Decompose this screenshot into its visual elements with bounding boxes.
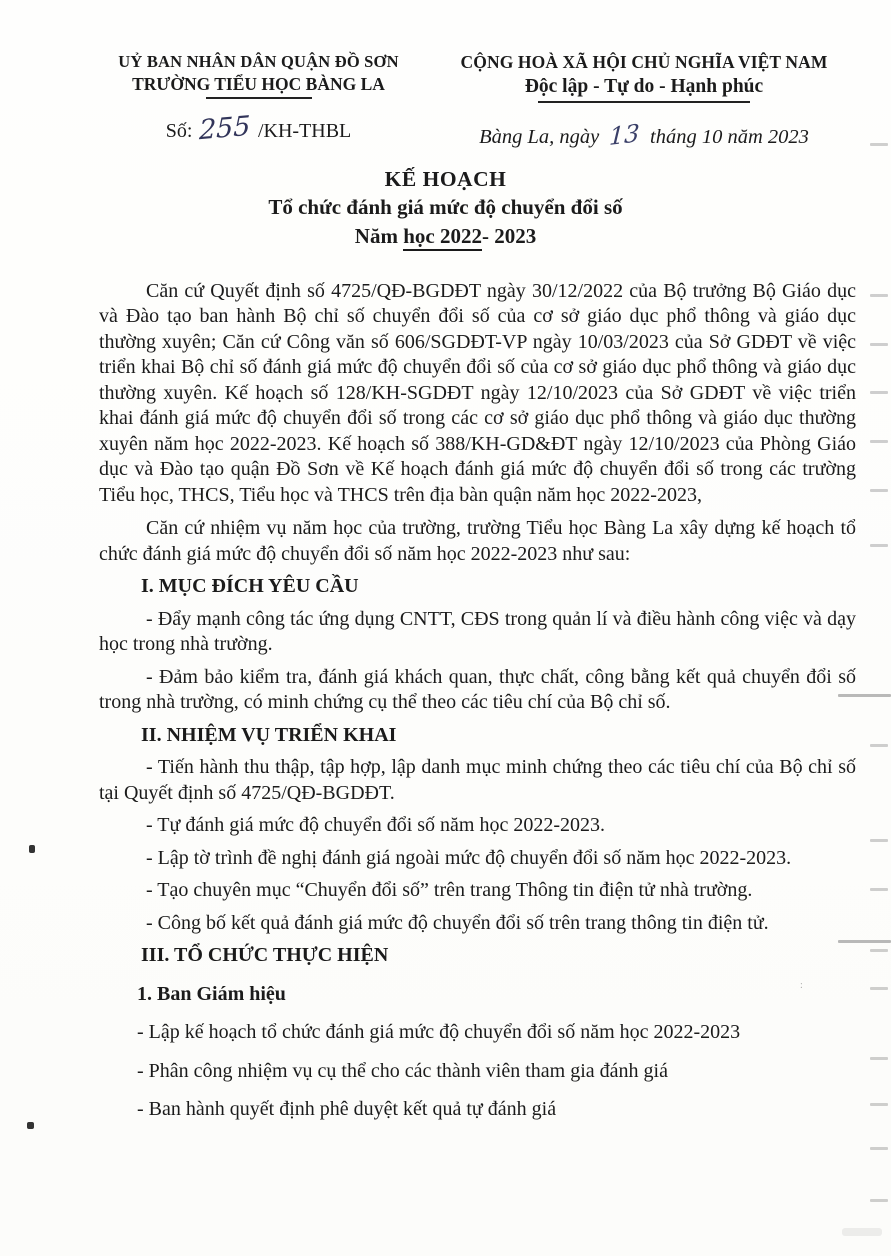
scan-edge-mark xyxy=(870,987,888,990)
authority-name: UỶ BAN NHÂN DÂN QUẬN ĐỒ SƠN xyxy=(118,52,399,71)
school-name-underline xyxy=(206,97,312,99)
bullet-task-2: - Tự đánh giá mức độ chuyển đổi số năm học 2022-2023. xyxy=(146,814,606,837)
national-motto: Độc lập - Tự do - Hạnh phúc xyxy=(524,76,764,97)
list-item-bgh-1: - Lập kế hoạch tổ chức đánh giá mức độ chuyển đổi số năm học 2022-2023 xyxy=(137,1021,741,1044)
scan-edge-mark xyxy=(870,1147,888,1150)
bullet-task-3: - Lập tờ trình đề nghị đánh giá ngoài mức độ chuyển đổi số năm học 2022-2023. xyxy=(146,846,792,869)
heading-section-2: II. NHIỆM VỤ TRIỂN KHAI xyxy=(141,723,397,746)
scan-edge-mark xyxy=(870,1103,888,1106)
scan-edge-mark xyxy=(870,343,888,346)
country-name: CỘNG HOÀ XÃ HỘI CHỦ NGHĨA VIỆT NAM xyxy=(460,52,828,72)
document-header xyxy=(0,0,891,152)
bullet-task-4: - Tạo chuyên mục “Chuyển đổi số” trên trang Thông tin điện tử nhà trường. xyxy=(146,879,753,902)
document-number-prefix: Số: xyxy=(165,120,193,142)
school-year-pre: Năm xyxy=(354,224,404,249)
paragraph-intro: Căn cứ nhiệm vụ năm học của trường, trường Tiểu học Bàng La xây dựng kế hoạch tổ chức đánh giá mức độ chuyển đổi số năm học 2022-2023 như sau: xyxy=(99,517,856,565)
issuing-authority-block xyxy=(86,52,431,149)
scan-edge-mark xyxy=(870,440,888,443)
bullet-purpose-1: - Đẩy mạnh công tác ứng dụng CNTT, CĐS trong quản lí và điều hành công việc và dạy học trong nhà trường. xyxy=(99,607,856,656)
school-year-line xyxy=(0,224,891,249)
bullet-task-1: - Tiến hành thu thập, tập hợp, lập danh mục minh chứng theo các tiêu chí của Bộ chỉ số tại Quyết định số 4725/QĐ-BGDĐT. xyxy=(99,756,856,804)
document-number-suffix: /KH-THBL xyxy=(257,120,352,142)
document-number xyxy=(86,110,431,147)
handwritten-day: 13 xyxy=(608,118,641,152)
scan-edge-mark xyxy=(870,839,888,842)
scan-edge-mark xyxy=(870,489,888,492)
document-title: KẾ HOẠCH xyxy=(384,167,507,191)
scan-dots: : xyxy=(800,980,803,991)
document-subtitle: Tổ chức đánh giá mức độ chuyển đổi số xyxy=(268,195,623,220)
scan-smudge xyxy=(842,1228,882,1236)
document-title-block xyxy=(0,167,891,249)
scan-edge-mark xyxy=(870,294,888,297)
bullet-purpose-2: - Đảm bảo kiểm tra, đánh giá khách quan, thực chất, công bằng kết quả chuyển đổi số trong nhà trường, có minh chứng cụ thể theo các tiêu chí của Bộ chỉ số. xyxy=(99,665,856,714)
school-name: TRƯỜNG TIỂU HỌC BÀNG LA xyxy=(132,74,385,94)
scan-edge-mark xyxy=(870,1199,888,1202)
heading-section-3: III. TỔ CHỨC THỰC HIỆN xyxy=(141,944,389,967)
school-year-post: - 2023 xyxy=(481,224,537,249)
handwritten-document-number: 255 xyxy=(199,110,252,147)
date-prefix: Bàng La, ngày xyxy=(479,126,600,148)
national-header-block xyxy=(431,52,857,152)
place-date-line xyxy=(431,118,857,152)
scan-edge-mark xyxy=(870,544,888,547)
bullet-task-5: - Công bố kết quả đánh giá mức độ chuyển đổi số trên trang thông tin điện tử. xyxy=(146,911,769,934)
subheading-ban-giam-hieu: 1. Ban Giám hiệu xyxy=(137,982,286,1005)
date-suffix: tháng 10 năm 2023 xyxy=(650,126,809,148)
list-item-bgh-2: - Phân công nhiệm vụ cụ thể cho các thành viên tham gia đánh giá xyxy=(137,1059,668,1082)
scan-speck xyxy=(27,1122,34,1129)
document-body xyxy=(99,279,856,1123)
scan-speck xyxy=(29,845,35,853)
heading-section-1: I. MỤC ĐÍCH YÊU CẦU xyxy=(141,575,359,598)
motto-underline xyxy=(538,101,750,103)
scan-edge-mark xyxy=(870,949,888,952)
school-year-underlined: học 2022 xyxy=(403,224,482,251)
scan-edge-mark xyxy=(870,888,888,891)
list-item-bgh-3: - Ban hành quyết định phê duyệt kết quả tự đánh giá xyxy=(137,1098,557,1121)
paragraph-legal-basis: Căn cứ Quyết định số 4725/QĐ-BGDĐT ngày 30/12/2022 của Bộ trưởng Bộ Giáo dục và Đào tạo ban hành Bộ chỉ số chuyển đổi số của cơ sở giáo dục phổ thông và giáo dục thường xuyên; Căn cứ Công văn số 606/SGDĐT-VP ngày 10/03/2023 của Sở GDĐT về việc triển khai Bộ chỉ số đánh giá mức độ chuyển đổi số của cơ sở giáo dục phổ thông và giáo dục thường xuyên. Kế hoạch số 128/KH-SGDĐT ngày 12/10/2023 của Sở GDĐT về việc triển khai đánh giá mức độ chuyển đổi số trong các cơ sở giáo dục phổ thông và giáo dục thường xuyên năm học 2022-2023. Kế hoạch số 388/KH-GD&ĐT ngày 12/10/2023 của Phòng Giáo dục và Đào tạo quận Đồ Sơn về Kế hoạch đánh giá mức độ chuyển đổi số trong các trường Tiểu học, THCS, Tiểu học và THCS trên địa bàn quận năm học 2022-2023, xyxy=(99,279,856,506)
scan-edge-mark xyxy=(870,744,888,747)
scan-edge-mark xyxy=(870,1057,888,1060)
scan-edge-mark xyxy=(870,391,888,394)
